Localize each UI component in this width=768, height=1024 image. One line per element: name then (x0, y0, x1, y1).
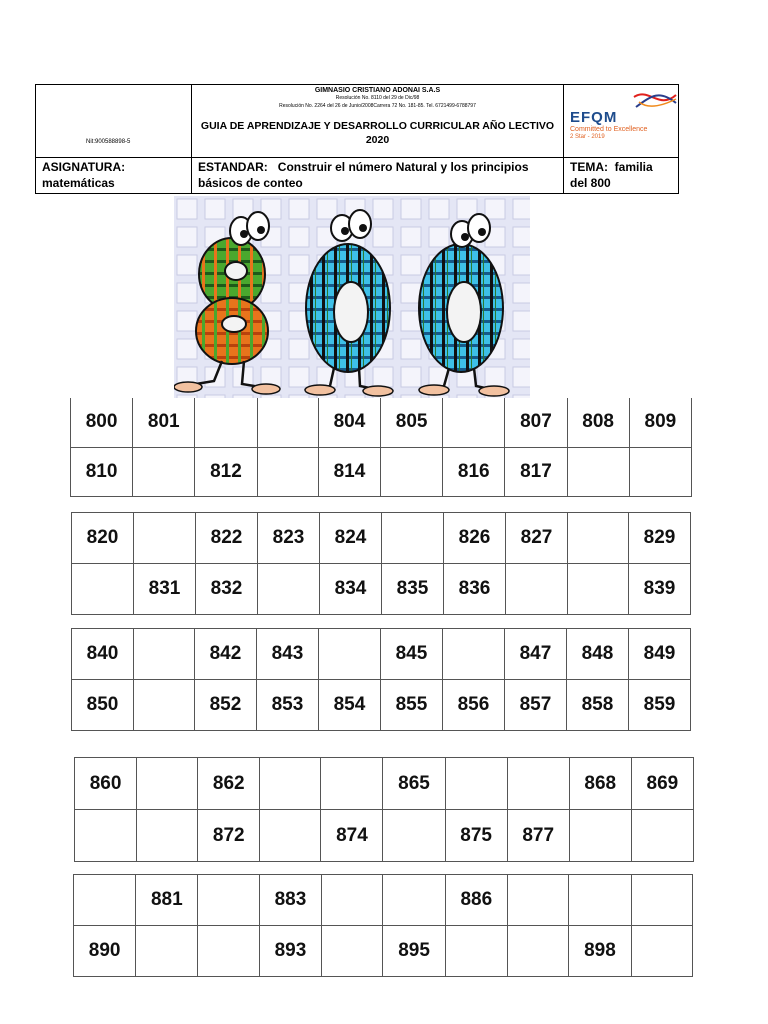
grid-row (75, 758, 694, 810)
nit-cell (36, 85, 192, 158)
grid-row (75, 810, 694, 862)
grid-cell (631, 875, 692, 926)
grid-cell: 852 (194, 680, 256, 731)
grid-cell: 847 (504, 629, 566, 680)
grid-cell (134, 680, 195, 731)
grid-cell: 854 (318, 680, 380, 731)
grid-cell (318, 629, 380, 680)
resolution-2: Resolución No. 2264 del 26 de Junio/2008Carrera 72 No. 181-85. Tel. 6721499-6788797 (279, 103, 476, 109)
grid-cell (195, 398, 257, 447)
grid-cell (72, 564, 134, 615)
grid-cell: 842 (194, 629, 256, 680)
grid-row (72, 513, 691, 564)
grid-cell: 855 (380, 680, 442, 731)
grid-cell (382, 513, 444, 564)
grid-cell: 820 (72, 513, 134, 564)
grid-cell (383, 810, 445, 862)
grid-cell: 835 (382, 564, 444, 615)
grid-cell (260, 758, 321, 810)
grid-cell (507, 758, 569, 810)
grid-row (72, 629, 691, 680)
number-grid-3 (71, 628, 691, 731)
grid-cell: 857 (504, 680, 566, 731)
grid-cell: 843 (256, 629, 318, 680)
estandar-line-2: básicos de conteo (198, 176, 303, 190)
grid-cell: 877 (507, 810, 569, 862)
grid-cell: 834 (320, 564, 382, 615)
grid-cell: 853 (256, 680, 318, 731)
school-cell (192, 85, 564, 158)
number-grid-2 (71, 512, 691, 615)
grid-cell (443, 398, 505, 447)
grid-cell: 865 (383, 758, 445, 810)
grid-cell (137, 810, 198, 862)
grid-cell (507, 926, 568, 977)
grid-cell: 886 (445, 875, 507, 926)
tema-cell (564, 158, 678, 193)
grid-cell (137, 758, 198, 810)
grid-cell: 817 (505, 447, 567, 496)
tema-line-2: del 800 (570, 176, 611, 190)
grid-cell: 874 (321, 810, 383, 862)
grid-cell (134, 629, 195, 680)
grid-cell: 849 (628, 629, 690, 680)
grid-cell: 823 (258, 513, 320, 564)
grid-cell: 869 (631, 758, 693, 810)
grid-cell: 831 (134, 564, 196, 615)
cartoon-800-illustration (174, 196, 530, 398)
grid-cell: 805 (381, 398, 443, 447)
grid-cell: 812 (195, 447, 257, 496)
grid-cell (442, 629, 504, 680)
efqm-sub-1: Committed to Excellence (570, 126, 648, 133)
number-grid-1 (70, 398, 692, 497)
grid-cell: 804 (318, 398, 380, 447)
grid-cell: 824 (320, 513, 382, 564)
grid-cell (507, 875, 568, 926)
grid-cell (445, 758, 507, 810)
grid-cell (133, 447, 195, 496)
estandar-cell (192, 158, 564, 193)
grid-cell (74, 875, 136, 926)
grid-cell (260, 810, 321, 862)
grid-cell (568, 564, 629, 615)
grid-cell: 836 (444, 564, 506, 615)
grid-cell (567, 447, 629, 496)
grid-cell: 881 (136, 875, 198, 926)
header-table (35, 84, 679, 194)
grid-cell (198, 926, 259, 977)
grid-cell (506, 564, 568, 615)
guide-title: GUIA DE APRENDIZAJE Y DESARROLLO CURRICULAR AÑO LECTIVO (200, 120, 555, 132)
grid-cell (568, 513, 629, 564)
asignatura-value: matemáticas (42, 176, 115, 190)
grid-cell: 822 (196, 513, 258, 564)
grid-row (71, 398, 692, 447)
grid-cell: 814 (318, 447, 380, 496)
grid-cell: 859 (628, 680, 690, 731)
grid-cell: 850 (72, 680, 134, 731)
grid-cell: 883 (259, 875, 321, 926)
grid-row (72, 564, 691, 615)
grid-cell: 807 (505, 398, 567, 447)
grid-cell: 810 (71, 447, 133, 496)
grid-cell: 808 (567, 398, 629, 447)
school-name: GIMNASIO CRISTIANO ADONAI S.A.S (314, 87, 441, 94)
estandar-line-1: ESTANDAR: Construir el número Natural y los principios (198, 160, 529, 174)
grid-cell (381, 447, 443, 496)
grid-cell: 826 (444, 513, 506, 564)
grid-cell: 827 (506, 513, 568, 564)
grid-cell: 868 (569, 758, 631, 810)
grid-cell: 839 (628, 564, 690, 615)
grid-cell (569, 875, 631, 926)
grid-cell: 858 (566, 680, 628, 731)
grid-cell (136, 926, 198, 977)
grid-cell: 856 (442, 680, 504, 731)
efqm-sub-2: 2 Star - 2019 (570, 134, 605, 140)
grid-cell: 845 (380, 629, 442, 680)
tema-line-1: TEMA: familia (570, 160, 653, 174)
grid-row (71, 447, 692, 496)
grid-cell (445, 926, 507, 977)
grid-cell: 800 (71, 398, 133, 447)
grid-cell: 875 (445, 810, 507, 862)
grid-cell (258, 564, 320, 615)
efqm-logo (564, 85, 678, 158)
grid-cell (322, 926, 383, 977)
resolution-1: Resolución No. 8110 del 29 de Dic/98 (335, 95, 420, 101)
grid-cell (134, 513, 196, 564)
grid-cell: 832 (196, 564, 258, 615)
grid-cell (383, 875, 445, 926)
grid-cell: 895 (383, 926, 445, 977)
grid-cell: 860 (75, 758, 137, 810)
grid-row (72, 680, 691, 731)
grid-cell: 872 (198, 810, 260, 862)
grid-cell: 898 (569, 926, 631, 977)
grid-cell: 890 (74, 926, 136, 977)
grid-cell: 862 (198, 758, 260, 810)
grid-cell (631, 926, 692, 977)
grid-cell (629, 447, 691, 496)
grid-cell (631, 810, 693, 862)
asignatura-label: ASIGNATURA: (42, 160, 126, 174)
grid-cell: 840 (72, 629, 134, 680)
asignatura-cell (36, 158, 192, 193)
grid-cell: 848 (566, 629, 628, 680)
grid-cell: 893 (259, 926, 321, 977)
grid-cell (198, 875, 259, 926)
grid-cell (569, 810, 631, 862)
number-grid-5 (73, 874, 693, 977)
nit-text: Nit:900588898-5 (86, 139, 131, 145)
grid-row (74, 875, 693, 926)
grid-cell: 829 (628, 513, 690, 564)
grid-cell (257, 398, 318, 447)
grid-cell (257, 447, 318, 496)
grid-cell: 816 (443, 447, 505, 496)
grid-cell: 801 (133, 398, 195, 447)
grid-cell: 809 (629, 398, 691, 447)
grid-cell (322, 875, 383, 926)
grid-row (74, 926, 693, 977)
grid-cell (75, 810, 137, 862)
number-grid-4 (74, 757, 694, 862)
guide-year: 2020 (365, 134, 390, 146)
efqm-text: EFQM (570, 109, 618, 126)
grid-cell (321, 758, 383, 810)
